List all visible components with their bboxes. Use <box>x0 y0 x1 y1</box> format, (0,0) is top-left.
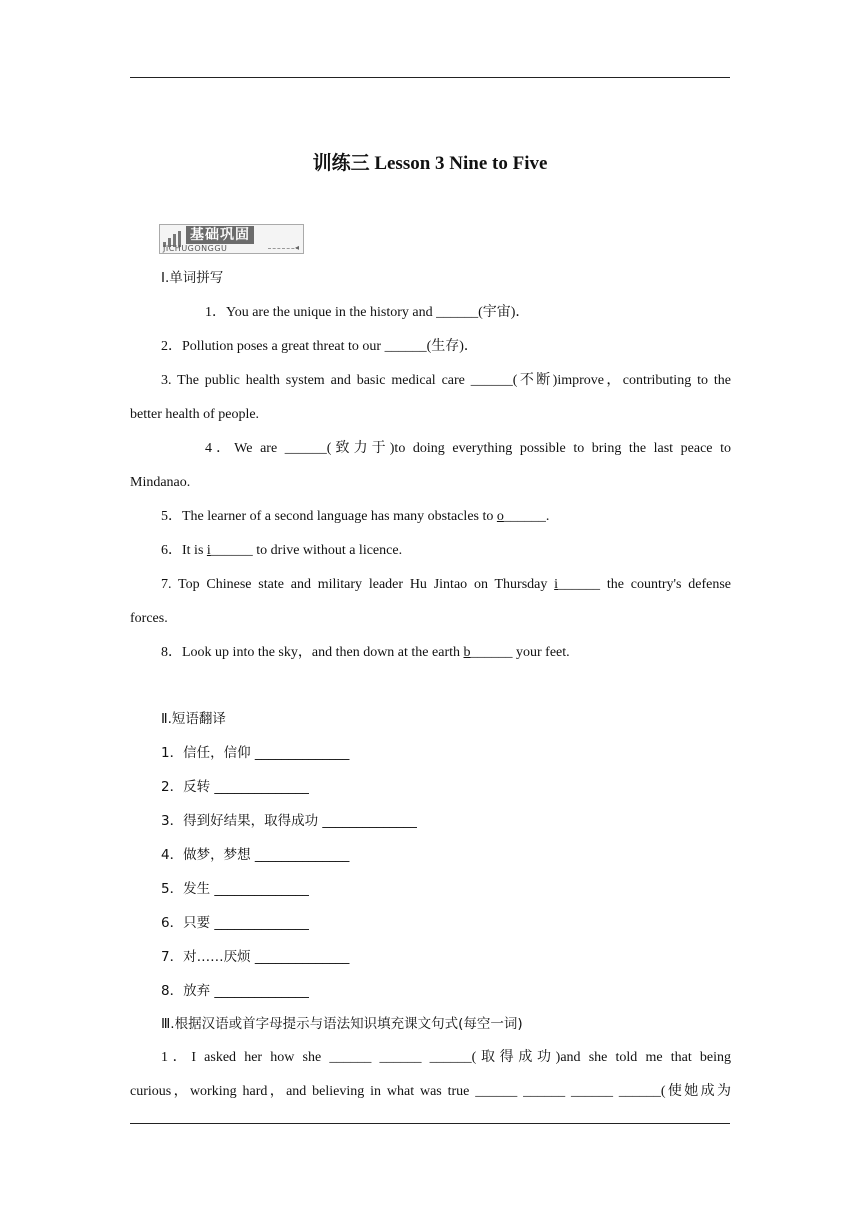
page-title: 训练三 Lesson 3 Nine to Five <box>312 153 548 174</box>
header-rule <box>130 77 730 78</box>
section-heading: Ⅲ.根据汉语或首字母提示与语法知识填充课文句式(每空一词) <box>161 1016 523 1032</box>
phrase-item: 3．得到好结果，取得成功 ______________ <box>161 813 417 829</box>
hint-letter: i <box>554 577 559 592</box>
question-line: Mindanao. <box>130 475 191 490</box>
question-line: 3. The public health system and basic medical care ______(不断)improve，contributing to the <box>161 373 731 388</box>
phrase-item: 4．做梦，梦想 ______________ <box>161 847 350 863</box>
question-line: 4．We are ______(致力于)to doing everything possible to bring the last peace to <box>205 441 731 456</box>
question-line: 8．Look up into the sky，and then down at the earth b______ your feet. <box>161 645 570 660</box>
hint-letter: b <box>463 645 471 660</box>
badge-title: 基础巩固 <box>186 226 254 244</box>
question-line: 7. Top Chinese state and military leader Hu Jintao on Thursday i______ the country's defense <box>161 577 731 592</box>
question-line: 2．Pollution poses a great threat to our ______(生存)． <box>161 339 478 354</box>
section-heading: Ⅱ.短语翻译 <box>161 711 226 727</box>
section-badge <box>159 224 304 254</box>
question-line: 5．The learner of a second language has many obstacles to o______. <box>161 509 550 524</box>
phrase-item: 6．只要 ______________ <box>161 915 309 931</box>
question-line: 1．You are the unique in the history and ______(宇宙)． <box>205 305 530 320</box>
question-line: 6．It is i______ to drive without a licence. <box>161 543 403 558</box>
footer-rule <box>130 1123 730 1124</box>
hint-letter: i <box>206 543 211 558</box>
phrase-item: 8．放弃 ______________ <box>161 983 309 999</box>
phrase-item: 7．对……厌烦 ______________ <box>161 949 350 965</box>
question-line: 1．I asked her how she ______ ______ ______(取得成功)and she told me that being <box>161 1050 731 1065</box>
question-line: curious，working hard，and believing in what was true ______ ______ ______ ______(使她成为 <box>130 1084 731 1099</box>
hint-letter: o <box>496 509 504 524</box>
phrase-item: 2．反转 ______________ <box>161 779 309 795</box>
badge-subtitle: JICHUGONGGU <box>163 244 228 253</box>
phrase-item: 5．发生 ______________ <box>161 881 309 897</box>
question-line: better health of people. <box>130 407 260 422</box>
phrase-item: 1．信任，信仰 ______________ <box>161 745 350 761</box>
question-line: forces. <box>130 611 168 626</box>
section-heading: Ⅰ.单词拼写 <box>161 270 224 286</box>
arrow-icon: ◂ <box>294 243 299 252</box>
